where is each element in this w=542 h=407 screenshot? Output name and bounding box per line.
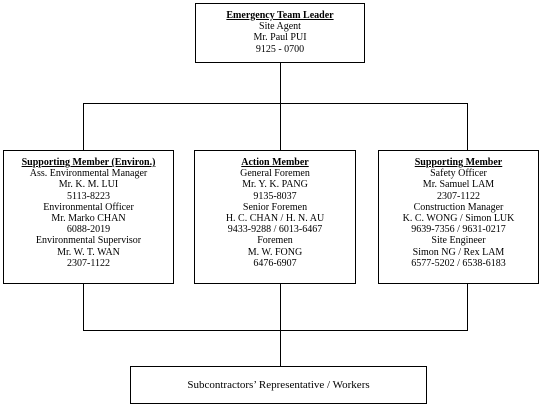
member-line: 9639-7356 / 9631-0217	[411, 224, 506, 236]
member-line: 9135-8037	[253, 190, 297, 202]
member-line: Site Engineer	[431, 235, 486, 247]
leader-phone: 9125 - 0700	[255, 43, 305, 55]
member-line: Simon NG / Rex LAM	[412, 246, 505, 258]
top-horizontal-connector	[83, 103, 467, 104]
member-line: Mr. Y. K. PANG	[242, 179, 308, 191]
member-title: Supporting Member	[414, 157, 503, 168]
member-line: Foremen	[257, 235, 293, 247]
member-title: Supporting Member (Environ.)	[21, 157, 156, 168]
action-up-connector	[280, 103, 281, 150]
member-line: Senior Foremen	[242, 201, 308, 213]
subcontractors-label: Subcontractors’ Representative / Workers	[187, 379, 370, 391]
member-line: M. W. FONG	[247, 246, 303, 258]
leader-down-connector	[280, 63, 281, 103]
env-up-connector	[83, 103, 84, 150]
support-down-connector	[467, 284, 468, 330]
member-line: Environmental Officer	[43, 201, 134, 213]
leader-name: Mr. Paul PUI	[253, 32, 307, 44]
member-line: 6476-6907	[253, 257, 297, 269]
member-line: 5113-8223	[67, 190, 110, 202]
action-member-box	[194, 150, 356, 284]
member-line: 9433-9288 / 6013-6467	[227, 224, 323, 236]
action-down-connector	[280, 284, 281, 330]
member-line: H. C. CHAN / H. N. AU	[225, 213, 325, 225]
bottom-horizontal-connector	[83, 330, 468, 331]
env-down-connector	[83, 284, 84, 330]
leader-role: Site Agent	[259, 21, 301, 33]
supporting-member-environ-box	[3, 150, 174, 284]
subs-up-connector	[280, 330, 281, 366]
support-up-connector	[467, 103, 468, 150]
member-line: 2307-1122	[67, 257, 110, 269]
subcontractors-box	[130, 366, 427, 404]
member-line: Mr. Marko CHAN	[51, 213, 126, 225]
member-line: Mr. W. T. WAN	[57, 246, 120, 258]
member-title: Action Member	[241, 157, 309, 168]
leader-title: Emergency Team Leader	[226, 10, 334, 21]
member-line: Ass. Environmental Manager	[29, 168, 148, 180]
member-line: 6577-5202 / 6538-6183	[411, 257, 506, 269]
member-line: Mr. Samuel LAM	[422, 179, 495, 191]
emergency-team-leader-box	[195, 3, 365, 63]
member-line: Environmental Supervisor	[35, 235, 142, 247]
member-line: 6088-2019	[66, 224, 111, 236]
member-line: General Foremen	[240, 168, 310, 180]
member-line: K. C. WONG / Simon LUK	[402, 213, 515, 225]
member-line: 2307-1122	[437, 190, 480, 202]
member-line: Construction Manager	[413, 201, 504, 213]
member-line: Safety Officer	[430, 168, 487, 180]
supporting-member-box	[378, 150, 539, 284]
member-line: Mr. K. M. LUI	[58, 179, 119, 191]
